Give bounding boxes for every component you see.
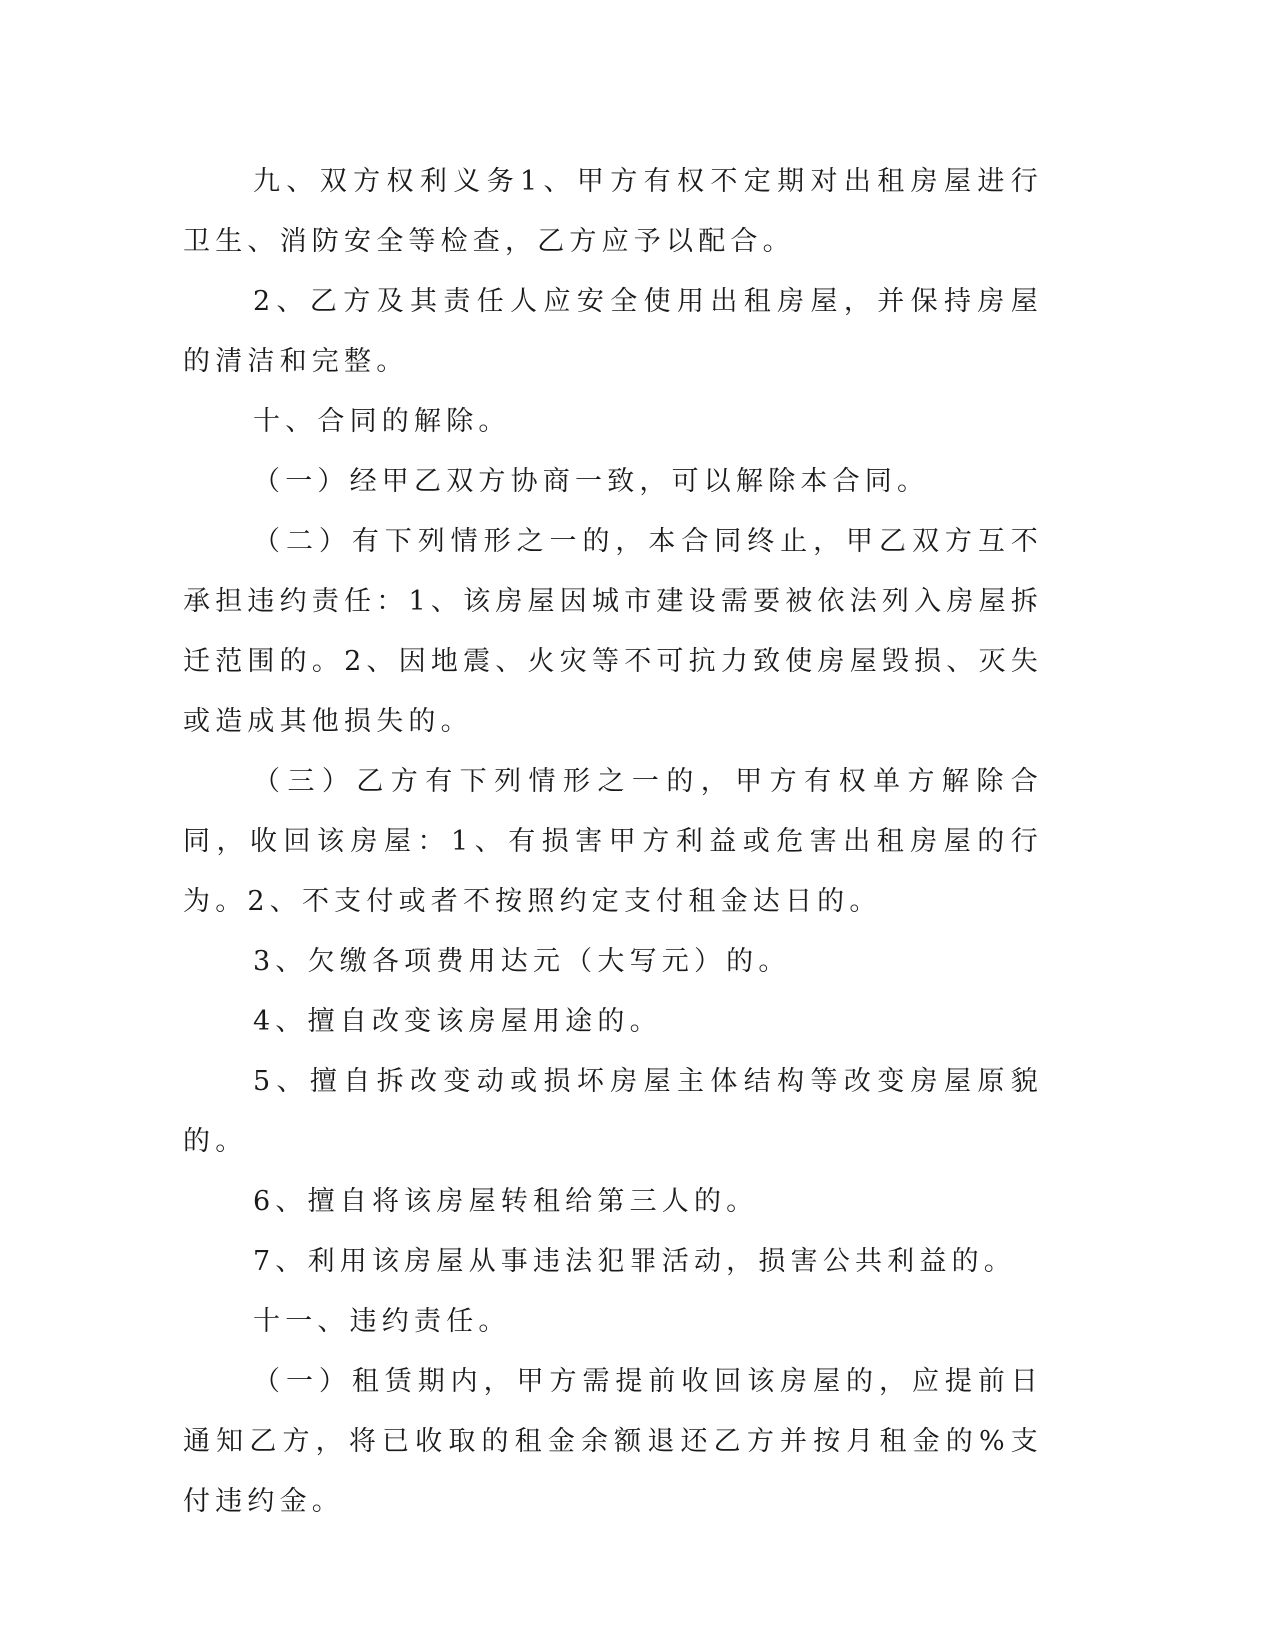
paragraph-illegal-use: 7、利用该房屋从事违法犯罪活动，损害公共利益的。: [253, 1246, 1016, 1277]
paragraph-unpaid-fees: 3、欠缴各项费用达元（大写元）的。: [253, 946, 791, 977]
paragraph-unilateral-termination: （三）乙方有下列情形之一的，甲方有权单方解除合同，收回该房屋：1、有损害甲方利益或危害出租房屋的行为。2、不支付或者不按照约定支付租金达日的。: [183, 766, 1043, 917]
paragraph-change-use: 4、擅自改变该房屋用途的。: [253, 1006, 662, 1037]
paragraph-structure-change: 5、擅自拆改变动或损坏房屋主体结构等改变房屋原貌的。: [183, 1066, 1043, 1157]
paragraph-rights-obligations: 九、双方权利义务1、甲方有权不定期对出租房屋进行卫生、消防安全等检查，乙方应予以配合。: [183, 166, 1043, 257]
paragraph-safe-use: 2、乙方及其责任人应安全使用出租房屋，并保持房屋的清洁和完整。: [183, 286, 1043, 377]
paragraph-termination-heading: 十、合同的解除。: [253, 406, 511, 437]
paragraph-liability-heading: 十一、违约责任。: [253, 1306, 511, 1337]
paragraph-sublet: 6、擅自将该房屋转租给第三人的。: [253, 1186, 759, 1217]
document-body: [183, 152, 1043, 1532]
paragraph-early-recovery: （一）租赁期内，甲方需提前收回该房屋的，应提前日通知乙方，将已收取的租金余额退还乙方并按月租金的%支付违约金。: [183, 1366, 1043, 1517]
paragraph-contract-end: （二）有下列情形之一的，本合同终止，甲乙双方互不承担违约责任：1、该房屋因城市建设需要被依法列入房屋拆迁范围的。2、因地震、火灾等不可抗力致使房屋毁损、灭失或造成其他损失的。: [183, 526, 1043, 737]
paragraph-mutual-termination: （一）经甲乙双方协商一致，可以解除本合同。: [253, 466, 930, 497]
